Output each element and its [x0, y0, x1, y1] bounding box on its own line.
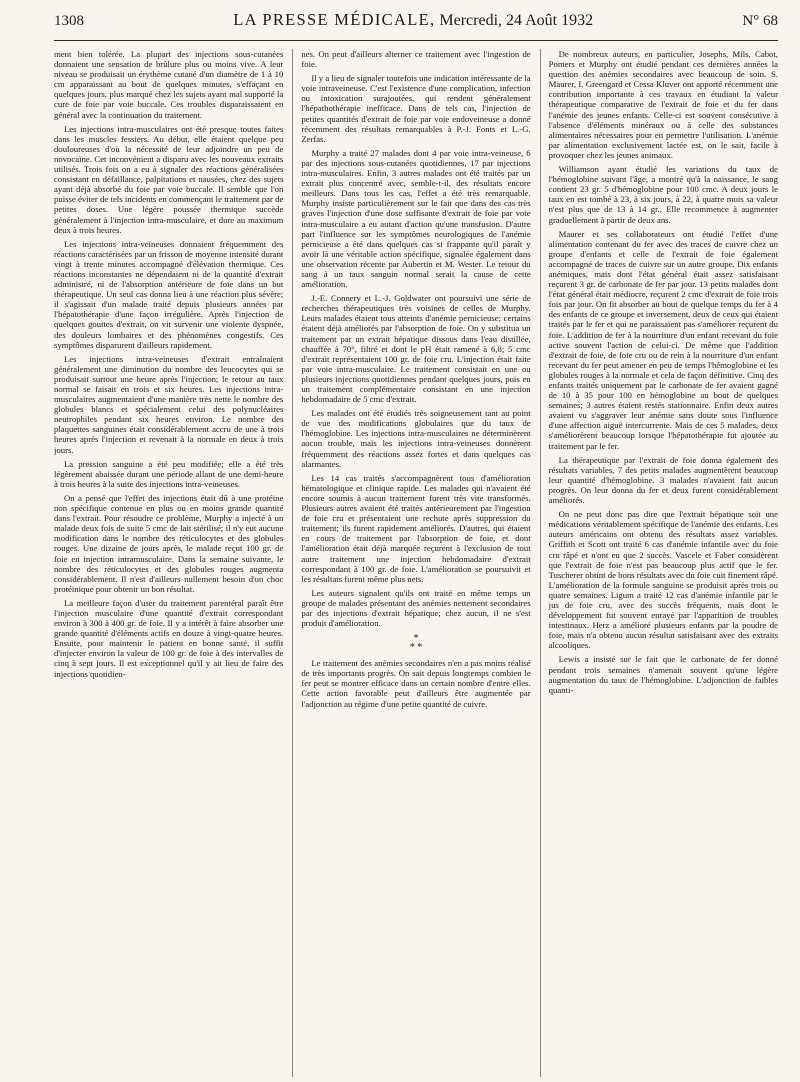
paragraph: La meilleure façon d'user du traitement parentéral paraît être l'injection musculaire d'une quantité d'extrait correspondant environ à 300 à 400 gr. de foie. Il y a intérêt à faire absorber une grande quantité d'éléments actifs en douze à vingt-quatre heures. Ensuite, pour maintenir le patient en bonne santé, il suffit d'injecter environ la valeur de 100 gr. de foie à des intervalles de cinq à sept jours. Il est exceptionnel qu'il y ait lieu de faire des injections quotidien- [54, 597, 284, 679]
issue-date: Mercredi, 24 Août 1932 [439, 12, 594, 29]
paragraph: On a pensé que l'effet des injections était dû à une protéine non spécifique contenue en plus ou en moins grande quantité dans l'extrait. Pour résoudre ce problème, Murphy a injecté à un malade deux fois de suite 5 cmc de lait stérilisé; il n'y eut aucune modification dans le nombre des réticulocytes et des globules rouges. Une dizaine de jours après, le malade reçut 100 gr. de foie en injection intramusculaire. Dans la semaine suivante, le nombre des réticulocytes et des globules rouges augmenta considérablement. Il n'est d'ailleurs nullement besoin d'un choc protéinique pour obtenir un bon résultat. [54, 492, 284, 594]
issue-number: N° 68 [742, 13, 778, 29]
paragraph: nes. On peut d'ailleurs alterner ce traitement avec l'ingestion de foie. [301, 49, 531, 70]
paragraph: Le traitement des anémies secondaires n'en a pas moins réalisé de très importants progrès. On sait depuis longtemps combien le fer peut se montrer efficace dans un certain nombre d'entre elles. Cette action favorable peut d'ailleurs être augmentée par l'adjonction au régime d'une petite quantité de cuivre. [301, 658, 531, 709]
paragraph: Il y a lieu de signaler toutefois une indication intéressante de la voie intraveineuse. C'est l'existence d'une complication, infection ou intoxication surajoutées, qui rendent généralement l'hépathothérapie inefficace. Dans de tels cas, l'injection de petites quantités d'extrait de foie par voie endoveineuse a donné récemment des résultats remarquables à P.-J. Fonts et L.-G. Zerfas. [301, 73, 531, 144]
paragraph: Williamson ayant étudié les variations du taux de l'hémoglobine suivant l'âge, a montré qu'à la naissance, le sang contient 23 gr. 5 d'hémoglobine pour 100 cmc. A deux jours le taux en est tombé à 23, à six jours, à 22, à quatre mois sa valeur n'est plus que de 13 à 14 gr., Elle recommence à augmenter graduellement à partir de deux ans. [548, 164, 778, 225]
paragraph: Les malades ont été étudiés très soigneusement tant au point de vue des modifications globulaires que du taux de l'hémoglobine. Les injections intra-musculaires ne déterminèrent aucun trouble, mais les injections intra-veineuses donnèrent fréquemment des réactions assez fortes et dans quelques cas alarmantes. [301, 408, 531, 469]
masthead [233, 10, 593, 30]
paragraph: Maurer et ses collaborateurs ont étudié l'effet d'une alimentation contenant du fer avec des traces de cuivre chez un groupe d'enfants et celle de l'extrait de foie également accompagné de traces de cuivre sur un autre groupe. Dix enfants anémiques, mais dont l'état général était assez satisfaisant reçurent 3 gr. de carbonate de fer par jour. 13 petits malades dont l'état général était médiocre, reçurent 2 cmc d'extrait de foie trois fois par jour. On fit absorber au bout de quelque temps du fer à 4 des enfants de ce groupe et inversement, deux de ceux qui étaient traités par le fer et qui ne paraissaient pas s'améliorer reçurent du foie. L'addition de fer à la nourriture d'un enfant recevant du foie active souvent l'action de celui-ci. De même que l'addition d'extrait de foie, de foie cru ou de rein à la nourriture d'un enfant recevant du fer peut amener en peu de temps l'hémoglobine et les globules rouges à la normale et cela de façon définitive. Cinq des enfants traités uniquement par le carbonate de fer avaient gagné de 10 à 35 pour 100 en hémoglobine au bout de quelques semaines; 3 autres étaient restés stationnaire. Enfin deux autres avaient vu s'aggraver leur anémie sans doute sous l'influence d'une affection aiguë intercurrente. Mais de ces 5 malades, deux s'améliorèrent beaucoup lorsque l'hépatothérapie fut ajoutée au traitement par le fer. [548, 228, 778, 451]
paragraph: Lewis a insisté sur le fait que le carbonate de fer donné pendant trois semaines n'amenait souvent qu'une légère augmentation du taux de l'hémoglobine. L'adjonction de faibles quanti- [548, 654, 778, 695]
paragraph: J.-E. Connery et L.-J. Goldwater ont poursuivi une série de recherches thérapeutiques très voisines de celles de Murphy. Leurs malades étaient tous atteints d'anémie pernicieuse; certains étaient déjà améliorés par l'absorption de foie. On y substitua un traitement par un extrait hépatique dissous dans l'eau distillée, chauffée à 70°, filtré et dont le pH était ramené à 6,8; 5 cmc d'extrait représentaient 100 gr. de foie cru. L'injection était faite par voie intra-musculaire. Le traitement consistait en une ou plusieurs injections quotidiennes pendant quelques jours, puis en un traitement complémentaire consistant en une injection hebdomadaire de 5 cmc d'extrait. [301, 293, 531, 405]
paragraph: Les injections intra-veineuses donnaient fréquemment des réactions caractérisées par un frisson de moyenne intensité durant vingt à trente minutes accompagné d'élévation thermique. Ces réactions inconstantes ne dépendaient ni de la quantité d'extrait administré, ni de l'absorption antérieure de foie dans un but thérapeutique. Un seul cas donna lieu à une réaction plus sévère; il s'agissait d'un malade traité depuis plusieurs années par l'hépatothérapie d'une façon irrégulière. Après l'injection de quelques gouttes d'extrait, on vit survenir une violente dyspnée, des douleurs lombaires et des phénomènes congestifs. Ces symptômes disparurent d'ailleurs rapidement. [54, 238, 284, 350]
column-left [54, 49, 283, 1077]
paragraph: Les 14 cas traités s'accompagnèrent tous d'amélioration hématologique et clinique rapide. Les malades qui n'avaient été encore soumis à aucun traitement furent très vite transformés. Plusieurs autres avaient été traités antérieurement par l'ingestion de foie cru et présentaient une rechute après suppression du traitement; ils furent rapidement améliorés. D'autres, qui étaient en cours de traitement par l'absorption de foie, et dont l'amélioration était déjà marquée reçurent à l'exclusion de tout autre traitement une injection hebdomadaire d'extrait correspondant à 100 gr. de foie. L'amélioration se poursuivit et les résultats furent même plus nets. [301, 472, 531, 584]
paragraph: La thérapeutique par l'extrait de foie donna également des résultats variables, 7 des petits malades augmentèrent beaucoup leur quantité d'hémoglobine. 3 malades n'avaient fait aucun progrès. On leur donna du fer et deux furent considérablement améliorés. [548, 454, 778, 506]
paragraph: Les injections intra-musculaires ont été presque toutes faites dans les muscles fessiers. Au début, elle étaient quelque peu douloureuses d'où la nécessité de leur adjoindre un peu de novocaïne. Cet inconvénient a disparu avec les nouveaux extraits utilisés. Trois fois on a eu à signaler des réactions généralisées consistant en défaillance, palpitations et nausées, chez des sujets ayant déjà absorbé du foie par voie buccale. Il semble que l'on puisse éviter de tels incidents en commençant le traitement par de petites doses. Une légère poussée thermique succède généralement à l'injection intra-musculaire, et dure au maximum deux à trois heures. [54, 123, 284, 235]
section-divider-asterisks: * * * [409, 633, 423, 654]
paragraph: ment bien tolérée. La plupart des injections sous-cutanées donnaient une sensation de brûlure plus ou moins vive. A leur niveau se produisait un érythème cutané d'un diamètre de 1 à 10 cm apparaissant au bout de quelques minutes, s'effaçant en quelques jours, plus marqué chez les sujets ayant mal supporté la cure de foie par voie buccale. Ces troubles disparaissaient en général avec la continuation du traitement. [54, 49, 284, 120]
paragraph: La pression sanguine a été peu modifiée; elle a été très légèrement abaissée durant une période allant de une demi-heure à trois heures à la suite des injections intra-veineuses. [54, 458, 284, 489]
paragraph: On ne peut donc pas dire que l'extrait hépatique soit une médications véritablement spécifique de l'anémie des enfants. Les auteurs américains ont obtenu des résultats assez variables. Griffith et Scott ont traité 6 cas d'anémie infantile avec du foie cru râpé et n'ont eu que 2 succès. Vascele et Faber considèrent que l'extrait de foie n'est pas beaucoup plus actif que le fer. Tuscherer obtint de bons résultats avec du foie cuit finement râpé. L'amélioration de la formule sanguine se produisit après trois ou quatre semaines. Ligum a traité 12 cas d'anémie infantile par le jus de foie cru, avec des succès fréquents, mais dont le développement fut souvent enrayé par l'apparition de troubles intestinaux. Herz a amélioré plusieurs enfants par la poudre de foie, mais n'a obtenu aucun résultat satisfaisant avec des extraits alcooliques. [548, 509, 778, 651]
running-head [54, 10, 778, 41]
column-right [540, 49, 778, 1077]
page-number: 1308 [54, 13, 84, 29]
paragraph: Murphy a traité 27 malades dont 4 par voie intra-veineuse, 6 par des injections sous-cutanées quotidiennes, 17 par injections intra-musculaires. Enfin, 3 autres malades ont été traités par un extrait plus concentré avec, semble-t-il, des résultats encore meilleurs. Dans tous les cas, l'effet a été très remarquable. Murphy insiste particulièrement sur le fait que dans des cas très graves l'injection d'une dose suffisante d'extrait de foie par voie intra-musculaire a eu autant d'action qu'une transfusion. D'autre part l'influence sur les symptômes neurologiques de l'anémie pernicieuse a été dans quelques cas si frappante qu'il paraît y avoir là une véritable action spécifique, signalée également dans une observation récente par Aubertin et M. Wester. Le retour du sang à un taux sanguin normal serait la cause de cette amélioration. [301, 147, 531, 290]
paragraph: Les auteurs signalent qu'ils ont traité en même temps un groupe de malades présentant des anémies nettement secondaires par des injections d'extrait hépatique; chez aucun, il ne s'est produit d'amélioration. [301, 587, 531, 629]
paragraph: Les injections intra-veineuses d'extrait entraînaient généralement une diminution du nombre des leucocytes qui se produisait surtout une heure après l'injection; le retour au taux normal se faisait en trois et six heures. Les injections intra-musculaires augmentaient d'une manière très nette le nombre des globules blancs et spécialement celui des polynucléaires neutrophiles pendant six heures environ. Le nombre des plaquettes sanguines était considérablement accru de une à trois heures après l'injection et revenait à la normale en deux à trois jours. [54, 353, 284, 455]
article-columns [54, 49, 778, 1077]
column-middle [292, 49, 530, 1077]
paragraph: De nombreux auteurs, en particulier, Josephs, Mils, Cabot, Pomers et Murphy ont étudié pendant ces dernières années la question des anémies secondaires avec beaucoup de soin. S. Maurer, I. Greengard et Cessa Kluver ont apporté récemment une contribution importante à ces travaux en étudiant la valeur thérapeutique comparative de l'extrait de foie et du fer dans l'anémie des jeunes enfants. Celle-ci est souvent consécutive à l'absence d'éléments minéraux ou à celle des substances alimentaires nécessaires pour en permettre l'utilisation. L'anémie par alimentation exclusivement lactée est, on le sait, facile à provoquer chez les jeunes animaux. [548, 49, 778, 160]
journal-title: LA PRESSE MÉDICALE, [233, 10, 436, 29]
